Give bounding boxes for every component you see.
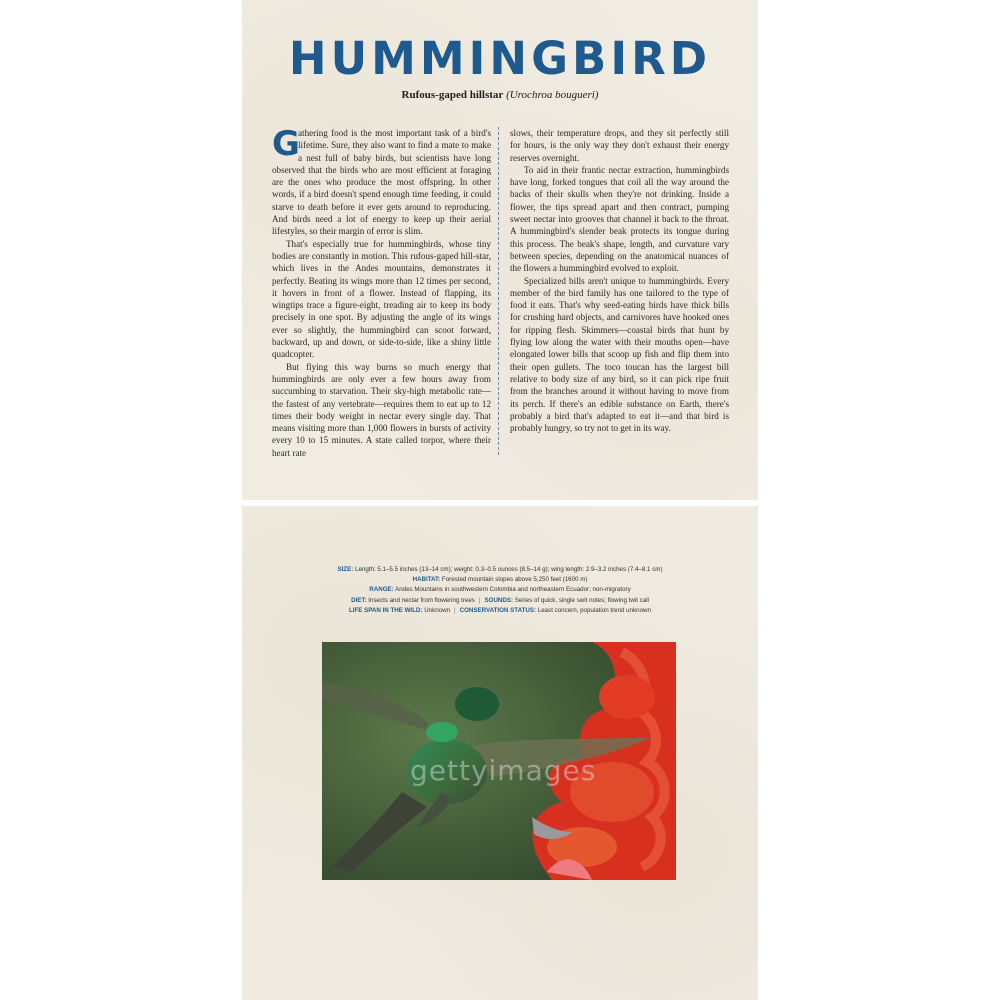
scientific-name: (Urochroa bougueri)	[506, 89, 599, 101]
fact-range: RANGE: Andes Mountains in southwestern Colombia and northeastern Ecuador; non-migratory	[369, 586, 631, 594]
paragraph: But flying this way burns so much energy that hummingbirds are only ever a few hours away from succumbing to starvation. Their sky-high metabolic rate—the fastest of any vertebrate—requires them to eat up to 12 times their body weight in nectar every single day. That means visiting more than 1,000 flowers in bursts of activity every 10 to 15 minutes. A state called torpor, where their heart rate	[272, 361, 491, 458]
paragraph: slows, their temperature drops, and they sit perfectly still for hours, is the only way they don't exhaust their energy reserves overnight.	[510, 128, 729, 163]
page-title: HUMMINGBIRD	[288, 32, 712, 85]
article-column-right	[510, 127, 729, 434]
paragraph	[272, 124, 491, 238]
fact-size: SIZE: Length: 5.1–5.5 inches (13–14 cm); weight: 0.3–0.5 ounces (8.5–14 g); wing length: 2.9–3.2 inches (7.4–8.1 cm)	[337, 566, 663, 573]
fact-habitat: HABITAT: Forested mountain slopes above 5,250 feet (1600 m)	[412, 576, 588, 584]
column-divider	[498, 127, 503, 455]
watermark-text: gettyimages	[410, 754, 597, 787]
hummingbird-photo	[322, 642, 676, 880]
drop-cap: G	[272, 124, 300, 164]
fact-diet-sounds: DIET: Insects and nectar from flowering trees | SOUNDS: Series of quick, single swit notes; flowing twit call	[351, 596, 649, 604]
paragraph-text: athering food is the most important task of a bird's lifetime. Sure, they also want to find a mate to make a nest full of baby birds, but scientists have long observed that the birds who are most efficient at foraging are the ones who produce the most offspring. In other words, if a bird doesn't spend enough time feeding, it could starve to death before it ever gets around to reproducing. And birds need a lot of energy to keep up their aerial lifestyles, so their margin of error is slim.	[272, 128, 491, 237]
paragraph: To aid in their frantic nectar extraction, hummingbirds have long, forked tongues that coil all the way around the backs of their skulls when they're not drinking. Inside a flower, the tips spread apart and then contract, pumping sweet nectar into grooves that channel it back to the throat. A hummingbird's slender beak protects its tongue during this process. The beak's shape, length, and curvature vary between species, depending on the anatomical nuances of the flowers a hummingbird evolved to exploit.	[510, 164, 729, 274]
facts-page	[242, 506, 758, 1000]
article-page	[242, 0, 758, 500]
paragraph: Specialized bills aren't unique to hummingbirds. Every member of the bird family has one tailored to the type of food it eats. That's why seed-eating birds have thick bills for crushing hard objects, and carnivores have hooked ones for ripping flesh. Skimmers—coastal birds that hunt by flying low along the water with their mouths open—have elongated lower bills that scoop up fish and flip them into their open gullets. The toco toucan has the largest bill relative to body size of any bird, so it can pick ripe fruit from the branches around it without having to move from its perch. If there's an edible substance on Earth, there's probably a bird that's adapted to eat it—and that bird is probably hungry, so try not to get in its way.	[510, 275, 729, 434]
fact-lifespan-status: LIFE SPAN IN THE WILD: Unknown | CONSERVATION STATUS: Least concern, population trend unknown	[349, 606, 651, 614]
article-column-left	[272, 124, 491, 459]
species-subtitle	[242, 89, 758, 101]
species-facts	[242, 565, 758, 616]
common-name: Rufous-gaped hillstar	[401, 89, 504, 101]
paragraph: That's especially true for hummingbirds, whose tiny bodies are constantly in motion. This rufous-gaped hill-star, which lives in the Andes mountains, demonstrates it perfectly. Beating its wings more than 12 times per second, it hovers in front of a flower. Instead of flapping, its wingtips trace a figure-eight, treading air to keep its body precisely in one spot. By adjusting the angle of its wings ever so slightly, the hummingbird can scoot forward, backward, up and down, or side-to-side, like a shiny little quadcopter.	[272, 238, 491, 360]
